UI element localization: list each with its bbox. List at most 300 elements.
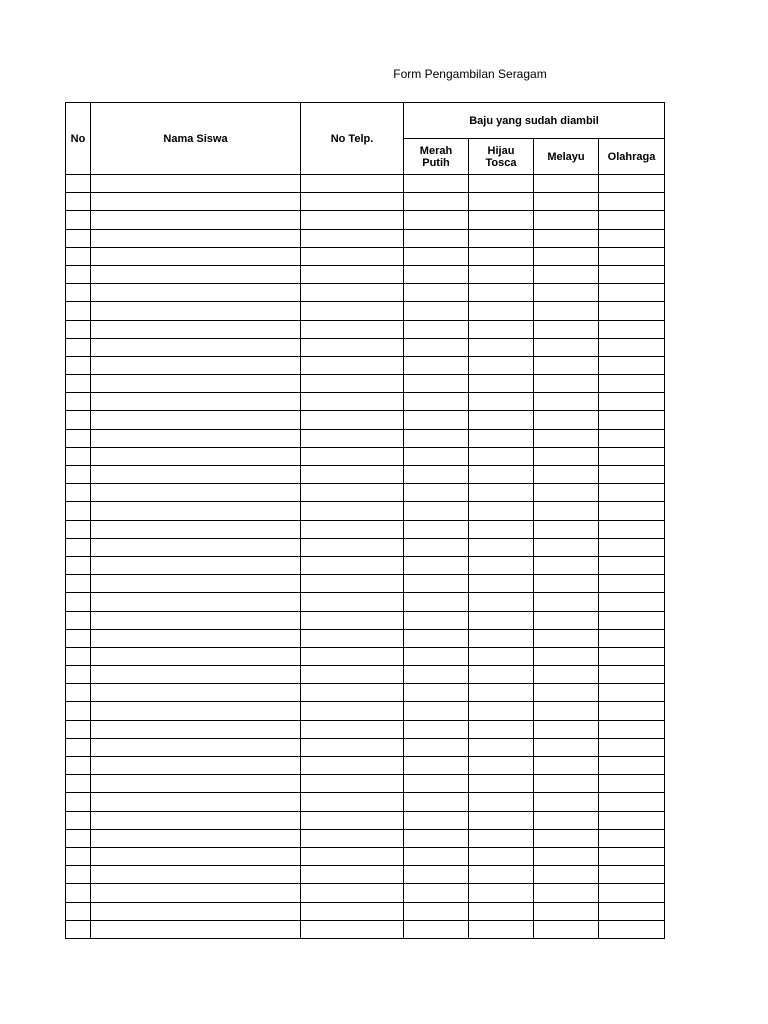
cell-melayu[interactable] [534,320,599,338]
cell-olahraga[interactable] [599,447,665,465]
cell-melayu[interactable] [534,375,599,393]
cell-olahraga[interactable] [599,466,665,484]
cell-olahraga[interactable] [599,247,665,265]
cell-hijau-tosca[interactable] [469,247,534,265]
cell-hijau-tosca[interactable] [469,429,534,447]
cell-merah-putih[interactable] [404,811,469,829]
cell-olahraga[interactable] [599,411,665,429]
cell-no-telp[interactable] [301,466,404,484]
cell-merah-putih[interactable] [404,411,469,429]
cell-no[interactable] [66,356,91,374]
cell-merah-putih[interactable] [404,847,469,865]
cell-melayu[interactable] [534,702,599,720]
cell-no[interactable] [66,775,91,793]
cell-merah-putih[interactable] [404,720,469,738]
cell-merah-putih[interactable] [404,902,469,920]
cell-olahraga[interactable] [599,647,665,665]
cell-nama-siswa[interactable] [91,684,301,702]
cell-melayu[interactable] [534,775,599,793]
cell-hijau-tosca[interactable] [469,702,534,720]
cell-nama-siswa[interactable] [91,538,301,556]
cell-melayu[interactable] [534,265,599,283]
cell-olahraga[interactable] [599,811,665,829]
cell-no[interactable] [66,684,91,702]
cell-no[interactable] [66,284,91,302]
cell-merah-putih[interactable] [404,466,469,484]
cell-hijau-tosca[interactable] [469,229,534,247]
cell-no[interactable] [66,556,91,574]
cell-olahraga[interactable] [599,666,665,684]
cell-merah-putih[interactable] [404,593,469,611]
cell-hijau-tosca[interactable] [469,538,534,556]
cell-olahraga[interactable] [599,629,665,647]
cell-merah-putih[interactable] [404,556,469,574]
cell-hijau-tosca[interactable] [469,775,534,793]
cell-no-telp[interactable] [301,829,404,847]
cell-nama-siswa[interactable] [91,338,301,356]
cell-nama-siswa[interactable] [91,738,301,756]
cell-melayu[interactable] [534,720,599,738]
cell-no[interactable] [66,211,91,229]
cell-melayu[interactable] [534,611,599,629]
cell-no-telp[interactable] [301,902,404,920]
cell-nama-siswa[interactable] [91,393,301,411]
cell-merah-putih[interactable] [404,684,469,702]
cell-melayu[interactable] [534,829,599,847]
cell-no-telp[interactable] [301,538,404,556]
cell-no-telp[interactable] [301,520,404,538]
cell-merah-putih[interactable] [404,866,469,884]
cell-olahraga[interactable] [599,520,665,538]
cell-nama-siswa[interactable] [91,556,301,574]
cell-melayu[interactable] [534,356,599,374]
cell-melayu[interactable] [534,447,599,465]
cell-merah-putih[interactable] [404,175,469,193]
cell-no-telp[interactable] [301,611,404,629]
cell-nama-siswa[interactable] [91,593,301,611]
cell-nama-siswa[interactable] [91,375,301,393]
cell-no[interactable] [66,847,91,865]
cell-nama-siswa[interactable] [91,829,301,847]
cell-hijau-tosca[interactable] [469,738,534,756]
cell-melayu[interactable] [534,484,599,502]
cell-melayu[interactable] [534,647,599,665]
cell-hijau-tosca[interactable] [469,920,534,938]
cell-merah-putih[interactable] [404,265,469,283]
cell-hijau-tosca[interactable] [469,647,534,665]
cell-nama-siswa[interactable] [91,447,301,465]
cell-hijau-tosca[interactable] [469,811,534,829]
cell-hijau-tosca[interactable] [469,666,534,684]
cell-no-telp[interactable] [301,647,404,665]
cell-hijau-tosca[interactable] [469,502,534,520]
cell-merah-putih[interactable] [404,338,469,356]
cell-melayu[interactable] [534,538,599,556]
cell-no-telp[interactable] [301,484,404,502]
cell-hijau-tosca[interactable] [469,720,534,738]
cell-melayu[interactable] [534,902,599,920]
cell-hijau-tosca[interactable] [469,684,534,702]
cell-no[interactable] [66,702,91,720]
cell-olahraga[interactable] [599,738,665,756]
cell-no[interactable] [66,484,91,502]
cell-no-telp[interactable] [301,720,404,738]
cell-no-telp[interactable] [301,320,404,338]
cell-melayu[interactable] [534,793,599,811]
cell-olahraga[interactable] [599,302,665,320]
cell-no[interactable] [66,811,91,829]
cell-hijau-tosca[interactable] [469,211,534,229]
cell-nama-siswa[interactable] [91,757,301,775]
cell-merah-putih[interactable] [404,375,469,393]
cell-merah-putih[interactable] [404,320,469,338]
cell-melayu[interactable] [534,338,599,356]
cell-hijau-tosca[interactable] [469,629,534,647]
cell-hijau-tosca[interactable] [469,320,534,338]
cell-olahraga[interactable] [599,684,665,702]
cell-no-telp[interactable] [301,247,404,265]
cell-no[interactable] [66,229,91,247]
cell-no[interactable] [66,647,91,665]
cell-no[interactable] [66,720,91,738]
cell-merah-putih[interactable] [404,775,469,793]
cell-olahraga[interactable] [599,284,665,302]
cell-no[interactable] [66,757,91,775]
cell-no-telp[interactable] [301,356,404,374]
cell-melayu[interactable] [534,629,599,647]
cell-hijau-tosca[interactable] [469,284,534,302]
cell-hijau-tosca[interactable] [469,520,534,538]
cell-nama-siswa[interactable] [91,429,301,447]
cell-melayu[interactable] [534,229,599,247]
cell-no-telp[interactable] [301,429,404,447]
cell-olahraga[interactable] [599,375,665,393]
cell-olahraga[interactable] [599,556,665,574]
cell-merah-putih[interactable] [404,193,469,211]
cell-merah-putih[interactable] [404,356,469,374]
cell-nama-siswa[interactable] [91,902,301,920]
cell-olahraga[interactable] [599,720,665,738]
cell-hijau-tosca[interactable] [469,302,534,320]
cell-no[interactable] [66,502,91,520]
cell-merah-putih[interactable] [404,520,469,538]
cell-merah-putih[interactable] [404,793,469,811]
cell-hijau-tosca[interactable] [469,265,534,283]
cell-melayu[interactable] [534,284,599,302]
cell-melayu[interactable] [534,684,599,702]
cell-no-telp[interactable] [301,175,404,193]
table-row [66,684,665,702]
cell-no-telp[interactable] [301,884,404,902]
cell-olahraga[interactable] [599,193,665,211]
cell-nama-siswa[interactable] [91,466,301,484]
cell-no-telp[interactable] [301,629,404,647]
cell-olahraga[interactable] [599,593,665,611]
cell-no[interactable] [66,866,91,884]
cell-merah-putih[interactable] [404,247,469,265]
cell-no-telp[interactable] [301,738,404,756]
cell-no-telp[interactable] [301,211,404,229]
cell-nama-siswa[interactable] [91,611,301,629]
cell-merah-putih[interactable] [404,647,469,665]
cell-nama-siswa[interactable] [91,629,301,647]
cell-nama-siswa[interactable] [91,793,301,811]
cell-hijau-tosca[interactable] [469,611,534,629]
cell-nama-siswa[interactable] [91,265,301,283]
cell-no-telp[interactable] [301,338,404,356]
cell-nama-siswa[interactable] [91,284,301,302]
cell-hijau-tosca[interactable] [469,356,534,374]
cell-no-telp[interactable] [301,793,404,811]
cell-melayu[interactable] [534,666,599,684]
cell-melayu[interactable] [534,175,599,193]
cell-nama-siswa[interactable] [91,720,301,738]
cell-no[interactable] [66,320,91,338]
cell-no-telp[interactable] [301,666,404,684]
cell-hijau-tosca[interactable] [469,175,534,193]
cell-no[interactable] [66,193,91,211]
cell-no[interactable] [66,538,91,556]
cell-melayu[interactable] [534,757,599,775]
cell-olahraga[interactable] [599,229,665,247]
cell-hijau-tosca[interactable] [469,884,534,902]
cell-olahraga[interactable] [599,866,665,884]
cell-nama-siswa[interactable] [91,702,301,720]
cell-hijau-tosca[interactable] [469,829,534,847]
cell-no-telp[interactable] [301,847,404,865]
cell-no-telp[interactable] [301,575,404,593]
cell-hijau-tosca[interactable] [469,193,534,211]
cell-hijau-tosca[interactable] [469,593,534,611]
cell-nama-siswa[interactable] [91,175,301,193]
cell-hijau-tosca[interactable] [469,484,534,502]
cell-no-telp[interactable] [301,229,404,247]
cell-melayu[interactable] [534,847,599,865]
cell-nama-siswa[interactable] [91,666,301,684]
cell-no-telp[interactable] [301,502,404,520]
cell-melayu[interactable] [534,247,599,265]
cell-no-telp[interactable] [301,393,404,411]
cell-merah-putih[interactable] [404,738,469,756]
cell-olahraga[interactable] [599,920,665,938]
cell-no[interactable] [66,829,91,847]
cell-hijau-tosca[interactable] [469,447,534,465]
cell-no[interactable] [66,247,91,265]
cell-melayu[interactable] [534,811,599,829]
cell-no[interactable] [66,302,91,320]
cell-merah-putih[interactable] [404,920,469,938]
cell-hijau-tosca[interactable] [469,393,534,411]
cell-melayu[interactable] [534,738,599,756]
cell-merah-putih[interactable] [404,757,469,775]
cell-no[interactable] [66,338,91,356]
cell-merah-putih[interactable] [404,447,469,465]
cell-no-telp[interactable] [301,702,404,720]
cell-hijau-tosca[interactable] [469,411,534,429]
cell-olahraga[interactable] [599,793,665,811]
cell-nama-siswa[interactable] [91,866,301,884]
cell-hijau-tosca[interactable] [469,902,534,920]
cell-olahraga[interactable] [599,393,665,411]
cell-olahraga[interactable] [599,538,665,556]
cell-no[interactable] [66,175,91,193]
cell-no-telp[interactable] [301,684,404,702]
cell-melayu[interactable] [534,429,599,447]
cell-merah-putih[interactable] [404,575,469,593]
cell-olahraga[interactable] [599,902,665,920]
cell-nama-siswa[interactable] [91,302,301,320]
cell-merah-putih[interactable] [404,229,469,247]
header-no: No [66,103,91,175]
cell-merah-putih[interactable] [404,284,469,302]
cell-no[interactable] [66,793,91,811]
cell-no[interactable] [66,393,91,411]
cell-olahraga[interactable] [599,702,665,720]
cell-no[interactable] [66,447,91,465]
cell-no-telp[interactable] [301,757,404,775]
cell-melayu[interactable] [534,884,599,902]
cell-olahraga[interactable] [599,265,665,283]
cell-nama-siswa[interactable] [91,775,301,793]
cell-olahraga[interactable] [599,484,665,502]
cell-no-telp[interactable] [301,284,404,302]
cell-nama-siswa[interactable] [91,920,301,938]
cell-no[interactable] [66,466,91,484]
cell-hijau-tosca[interactable] [469,757,534,775]
cell-no-telp[interactable] [301,920,404,938]
cell-olahraga[interactable] [599,757,665,775]
cell-no[interactable] [66,520,91,538]
cell-nama-siswa[interactable] [91,847,301,865]
cell-melayu[interactable] [534,411,599,429]
cell-melayu[interactable] [534,211,599,229]
cell-no[interactable] [66,738,91,756]
cell-olahraga[interactable] [599,847,665,865]
cell-melayu[interactable] [534,920,599,938]
cell-nama-siswa[interactable] [91,247,301,265]
cell-olahraga[interactable] [599,320,665,338]
cell-merah-putih[interactable] [404,302,469,320]
cell-hijau-tosca[interactable] [469,793,534,811]
cell-olahraga[interactable] [599,829,665,847]
cell-no[interactable] [66,375,91,393]
cell-no[interactable] [66,593,91,611]
cell-nama-siswa[interactable] [91,520,301,538]
cell-merah-putih[interactable] [404,502,469,520]
cell-melayu[interactable] [534,593,599,611]
cell-no-telp[interactable] [301,411,404,429]
cell-no-telp[interactable] [301,447,404,465]
cell-no-telp[interactable] [301,593,404,611]
cell-no[interactable] [66,429,91,447]
cell-olahraga[interactable] [599,884,665,902]
cell-merah-putih[interactable] [404,702,469,720]
cell-olahraga[interactable] [599,429,665,447]
table-row [66,375,665,393]
cell-melayu[interactable] [534,466,599,484]
cell-merah-putih[interactable] [404,884,469,902]
cell-nama-siswa[interactable] [91,229,301,247]
cell-no-telp[interactable] [301,775,404,793]
cell-olahraga[interactable] [599,775,665,793]
cell-no[interactable] [66,666,91,684]
cell-nama-siswa[interactable] [91,411,301,429]
cell-no[interactable] [66,265,91,283]
cell-no[interactable] [66,629,91,647]
cell-nama-siswa[interactable] [91,811,301,829]
cell-merah-putih[interactable] [404,484,469,502]
cell-nama-siswa[interactable] [91,211,301,229]
cell-melayu[interactable] [534,393,599,411]
cell-no[interactable] [66,902,91,920]
cell-olahraga[interactable] [599,575,665,593]
cell-melayu[interactable] [534,520,599,538]
cell-nama-siswa[interactable] [91,884,301,902]
cell-olahraga[interactable] [599,611,665,629]
cell-no[interactable] [66,884,91,902]
cell-nama-siswa[interactable] [91,320,301,338]
cell-no[interactable] [66,575,91,593]
cell-olahraga[interactable] [599,356,665,374]
cell-no-telp[interactable] [301,265,404,283]
cell-merah-putih[interactable] [404,829,469,847]
cell-nama-siswa[interactable] [91,647,301,665]
cell-melayu[interactable] [534,302,599,320]
cell-no-telp[interactable] [301,811,404,829]
cell-melayu[interactable] [534,193,599,211]
cell-olahraga[interactable] [599,175,665,193]
cell-hijau-tosca[interactable] [469,375,534,393]
cell-olahraga[interactable] [599,211,665,229]
cell-no-telp[interactable] [301,375,404,393]
cell-merah-putih[interactable] [404,429,469,447]
cell-merah-putih[interactable] [404,629,469,647]
cell-nama-siswa[interactable] [91,356,301,374]
cell-hijau-tosca[interactable] [469,466,534,484]
cell-nama-siswa[interactable] [91,484,301,502]
cell-hijau-tosca[interactable] [469,575,534,593]
cell-no-telp[interactable] [301,302,404,320]
cell-olahraga[interactable] [599,338,665,356]
table-row [66,211,665,229]
cell-melayu[interactable] [534,575,599,593]
cell-nama-siswa[interactable] [91,502,301,520]
cell-hijau-tosca[interactable] [469,866,534,884]
cell-olahraga[interactable] [599,502,665,520]
cell-melayu[interactable] [534,556,599,574]
cell-no-telp[interactable] [301,193,404,211]
cell-merah-putih[interactable] [404,393,469,411]
cell-no[interactable] [66,920,91,938]
cell-no-telp[interactable] [301,556,404,574]
cell-merah-putih[interactable] [404,211,469,229]
cell-no[interactable] [66,611,91,629]
cell-merah-putih[interactable] [404,611,469,629]
cell-no-telp[interactable] [301,866,404,884]
cell-merah-putih[interactable] [404,538,469,556]
cell-hijau-tosca[interactable] [469,847,534,865]
cell-hijau-tosca[interactable] [469,338,534,356]
cell-melayu[interactable] [534,502,599,520]
cell-melayu[interactable] [534,866,599,884]
cell-hijau-tosca[interactable] [469,556,534,574]
cell-nama-siswa[interactable] [91,575,301,593]
cell-nama-siswa[interactable] [91,193,301,211]
cell-no[interactable] [66,411,91,429]
table-row [66,447,665,465]
table-row [66,320,665,338]
cell-merah-putih[interactable] [404,666,469,684]
